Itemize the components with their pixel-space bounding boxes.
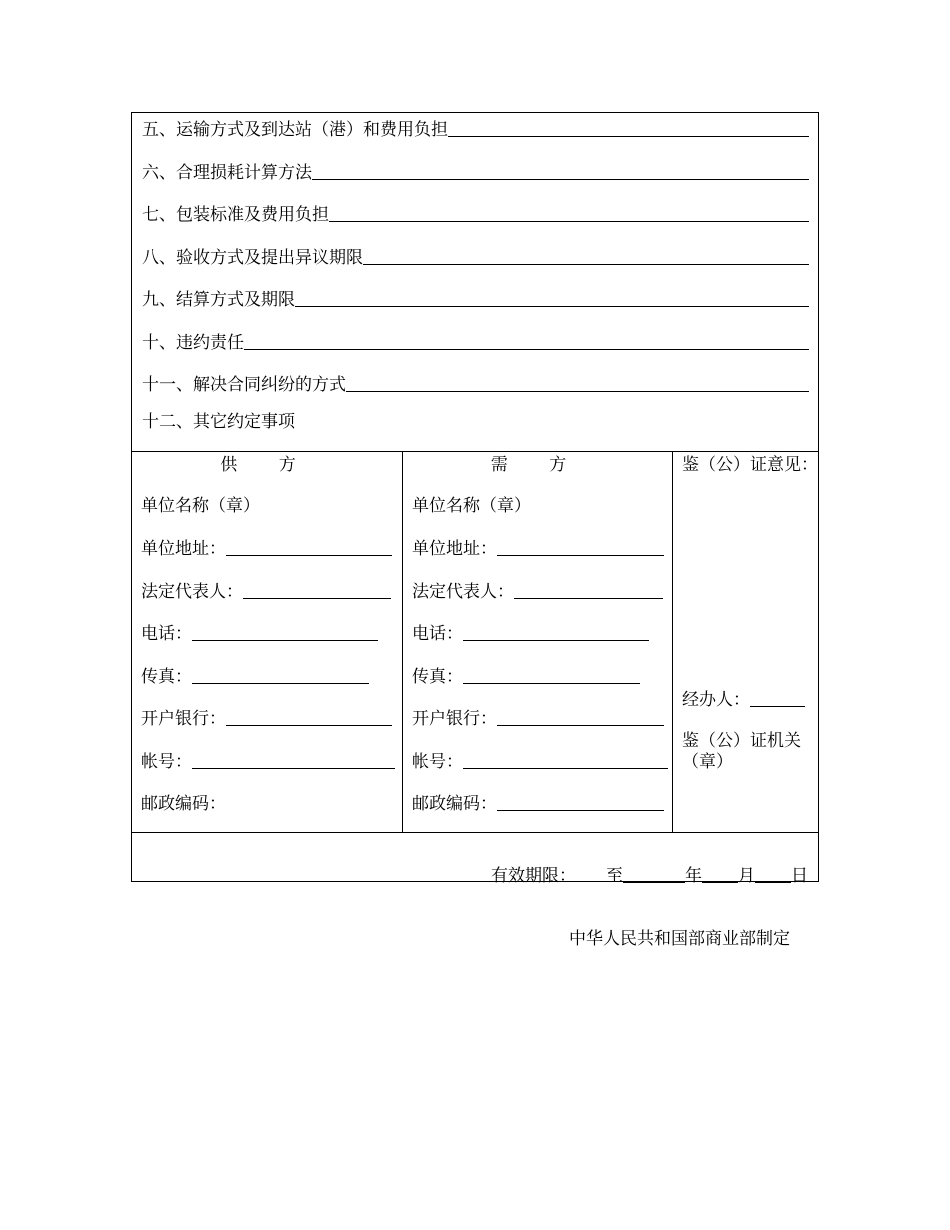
buyer-legal-rep-field xyxy=(412,577,663,603)
supplier-legal-rep-field xyxy=(141,577,391,603)
supplier-fax-blank[interactable] xyxy=(192,683,369,684)
supplier-account-label: 帐号： xyxy=(141,752,192,772)
clause-7-label: 七、包装标准及费用负担 xyxy=(142,205,329,225)
buyer-postcode-blank[interactable] xyxy=(497,810,664,811)
buyer-postcode-label: 邮政编码： xyxy=(412,794,497,814)
notary-handler-blank[interactable] xyxy=(750,706,805,707)
validity-month: 月 xyxy=(738,866,755,886)
clause-9-blank[interactable] xyxy=(295,306,809,307)
validity-day-blank[interactable] xyxy=(755,882,791,883)
buyer-unit-name: 单位名称（章） xyxy=(412,496,531,516)
notary-handler-field xyxy=(682,685,805,711)
supplier-legal-rep-blank[interactable] xyxy=(243,598,391,599)
issuer-footer: 中华人民共和国部商业部制定 xyxy=(569,929,790,949)
buyer-bank-field xyxy=(412,704,664,730)
clause-5 xyxy=(142,115,809,141)
buyer-legal-rep-blank[interactable] xyxy=(514,598,663,599)
notary-handler-label: 经办人： xyxy=(682,690,750,710)
clause-6-blank[interactable] xyxy=(312,179,809,180)
supplier-fax-label: 传真： xyxy=(141,667,192,687)
buyer-phone-blank[interactable] xyxy=(463,640,649,641)
supplier-account-field xyxy=(141,747,395,773)
column-divider-2 xyxy=(672,451,673,832)
buyer-postcode-field xyxy=(412,789,664,815)
clause-5-blank[interactable] xyxy=(448,136,809,137)
supplier-phone-label: 电话： xyxy=(141,624,192,644)
supplier-bank-label: 开户银行： xyxy=(141,709,226,729)
buyer-bank-label: 开户银行： xyxy=(412,709,497,729)
supplier-fax-field xyxy=(141,662,369,688)
supplier-account-blank[interactable] xyxy=(192,768,395,769)
clause-8-label: 八、验收方式及提出异议期限 xyxy=(142,248,363,268)
supplier-postcode-label: 邮政编码： xyxy=(141,794,226,814)
clause-8 xyxy=(142,243,809,269)
validity-row xyxy=(491,861,808,886)
clause-8-blank[interactable] xyxy=(363,264,809,265)
buyer-account-blank[interactable] xyxy=(463,768,668,769)
buyer-title: 需 方 xyxy=(490,455,585,475)
validity-year: 年 xyxy=(685,866,702,886)
supplier-address-blank[interactable] xyxy=(226,555,392,556)
buyer-fax-field xyxy=(412,662,640,688)
clause-11 xyxy=(142,370,809,396)
clause-6-label: 六、合理损耗计算方法 xyxy=(142,163,312,183)
validity-year-blank[interactable] xyxy=(623,882,685,883)
clause-11-blank[interactable] xyxy=(346,391,809,392)
supplier-bank-field xyxy=(141,704,392,730)
supplier-address-label: 单位地址： xyxy=(141,539,226,559)
clause-11-label: 十一、解决合同纠纷的方式 xyxy=(142,375,346,395)
buyer-address-field xyxy=(412,534,664,560)
supplier-unit-name: 单位名称（章） xyxy=(141,496,260,516)
buyer-phone-field xyxy=(412,619,649,645)
buyer-bank-blank[interactable] xyxy=(497,725,664,726)
clause-9 xyxy=(142,285,809,311)
clause-7-blank[interactable] xyxy=(329,221,809,222)
buyer-account-field xyxy=(412,747,668,773)
buyer-fax-label: 传真： xyxy=(412,667,463,687)
buyer-address-blank[interactable] xyxy=(497,555,664,556)
clause-5-label: 五、运输方式及到达站（港）和费用负担 xyxy=(142,120,448,140)
clause-9-label: 九、结算方式及期限 xyxy=(142,290,295,310)
validity-day: 日 xyxy=(791,866,808,886)
section-divider xyxy=(132,451,818,452)
supplier-phone-field xyxy=(141,619,378,645)
supplier-title: 供 方 xyxy=(220,455,314,475)
notary-opinion-label: 鉴（公）证意见： xyxy=(682,455,818,475)
buyer-account-label: 帐号： xyxy=(412,752,463,772)
buyer-phone-label: 电话： xyxy=(412,624,463,644)
clause-12-label: 十二、其它约定事项 xyxy=(142,412,295,432)
contract-form-table xyxy=(131,112,819,886)
clause-10-blank[interactable] xyxy=(244,349,809,350)
column-divider-1 xyxy=(402,451,403,832)
supplier-bank-blank[interactable] xyxy=(226,725,392,726)
validity-divider xyxy=(132,832,818,833)
clause-10 xyxy=(142,328,809,354)
validity-to: 至 xyxy=(606,866,623,886)
notary-seal-label: （章） xyxy=(682,752,733,772)
supplier-legal-rep-label: 法定代表人： xyxy=(141,582,243,602)
validity-month-blank[interactable] xyxy=(702,882,738,883)
supplier-address-field xyxy=(141,534,392,560)
clause-7 xyxy=(142,200,809,226)
notary-authority-label: 鉴（公）证机关 xyxy=(682,731,801,751)
buyer-address-label: 单位地址： xyxy=(412,539,497,559)
supplier-phone-blank[interactable] xyxy=(192,640,378,641)
clause-6 xyxy=(142,158,809,184)
clause-10-label: 十、违约责任 xyxy=(142,333,244,353)
validity-label: 有效期限： xyxy=(491,866,576,886)
buyer-legal-rep-label: 法定代表人： xyxy=(412,582,514,602)
buyer-fax-blank[interactable] xyxy=(463,683,640,684)
